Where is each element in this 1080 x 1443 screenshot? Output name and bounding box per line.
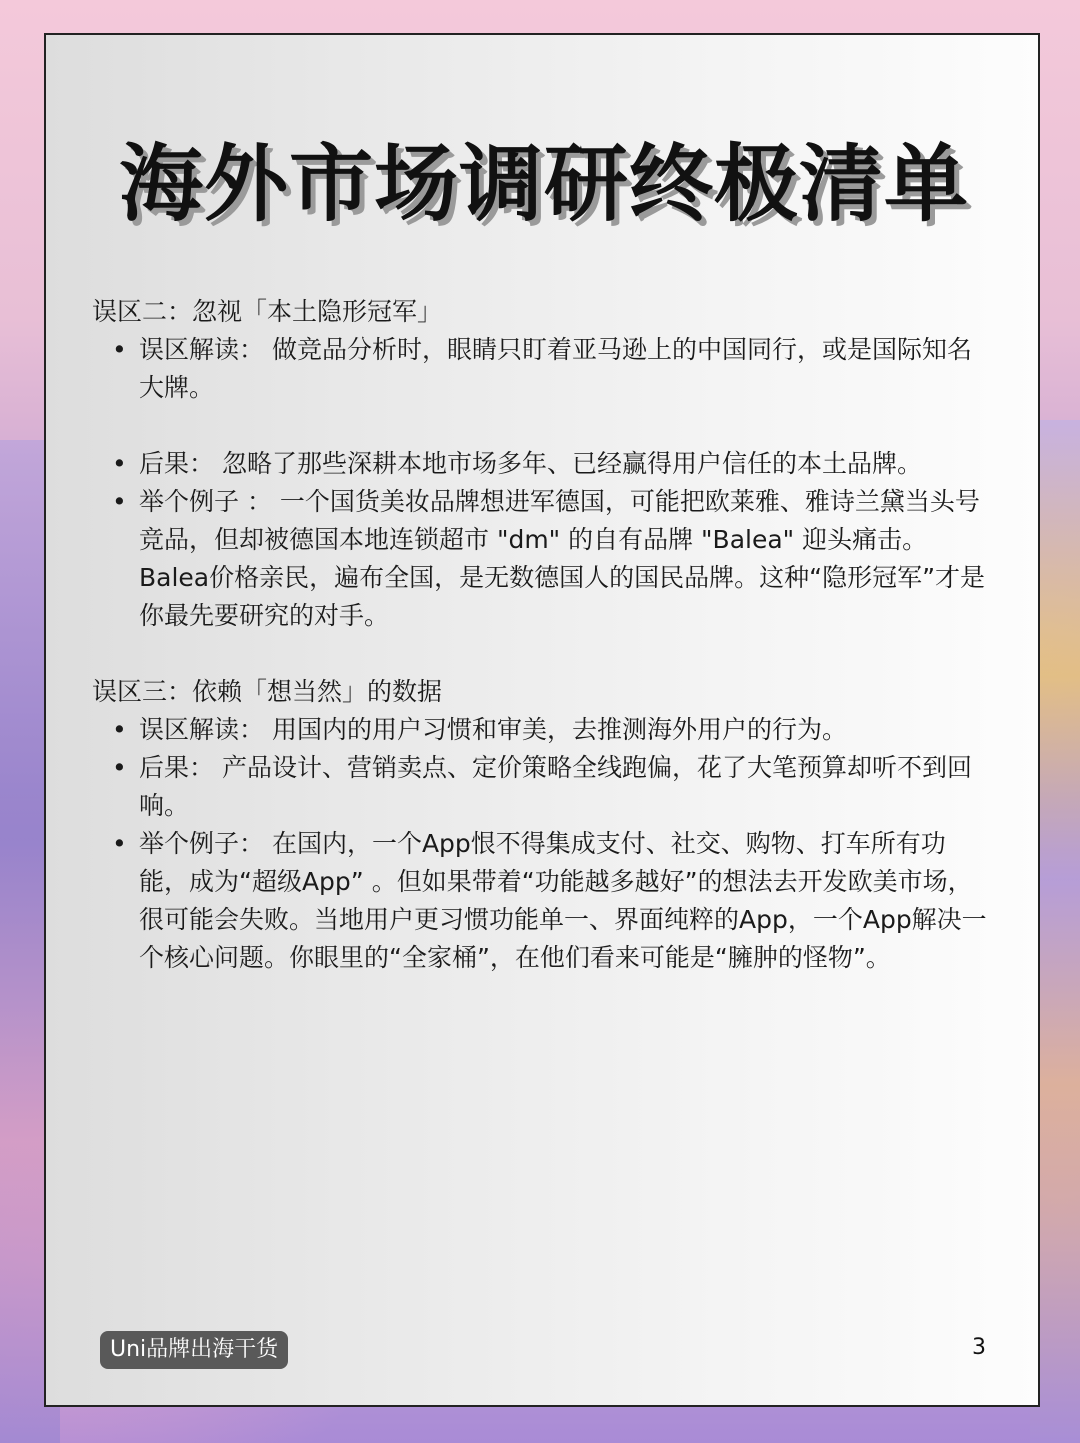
page-number: 3	[972, 1335, 986, 1360]
brand-badge: Uni品牌出海干货	[100, 1331, 288, 1369]
section-heading: 误区二：忽视「本土隐形冠军」	[92, 297, 443, 326]
bullet-list	[92, 331, 992, 407]
spacer	[92, 635, 992, 673]
spacer	[92, 407, 992, 445]
page-title: 海外市场调研终极清单	[118, 135, 969, 233]
main-content	[92, 293, 992, 977]
content-card	[44, 33, 1040, 1407]
list-item: • 后果： 产品设计、营销卖点、定价策略全线跑偏，花了大笔预算却听不到回响。	[92, 749, 992, 825]
list-item: • 举个例子 ： 一个国货美妆品牌想进军德国，可能把欧莱雅、雅诗兰黛当头号竞品，但却被德国本地连锁超市 "dm" 的自有品牌 "Balea" 迎头痛击。Balea价格亲民，遍布全国，是无数德国人的国民品牌。这种“隐形冠军”才是你最先要研究的对手。	[92, 483, 992, 635]
list-item: • 后果： 忽略了那些深耕本地市场多年、已经赢得用户信任的本土品牌。	[92, 445, 992, 483]
list-item: • 误区解读： 做竞品分析时，眼睛只盯着亚马逊上的中国同行，或是国际知名大牌。	[92, 331, 992, 407]
list-item: • 举个例子： 在国内，一个App恨不得集成支付、社交、购物、打车所有功能，成为“超级App” 。但如果带着“功能越多越好”的想法去开发欧美市场，很可能会失败。当地用户更习惯功能单一、界面纯粹的App，一个App解决一个核心问题。你眼里的“全家桶”，在他们看来可能是“臃肿的怪物”。	[92, 825, 992, 977]
bullet-list	[92, 445, 992, 635]
list-item: • 误区解读： 用国内的用户习惯和审美，去推测海外用户的行为。	[92, 711, 992, 749]
section-heading: 误区三：依赖「想当然」的数据	[92, 677, 443, 706]
section-misconception-2	[92, 293, 992, 635]
section-misconception-3	[92, 673, 992, 977]
bullet-list	[92, 711, 992, 977]
